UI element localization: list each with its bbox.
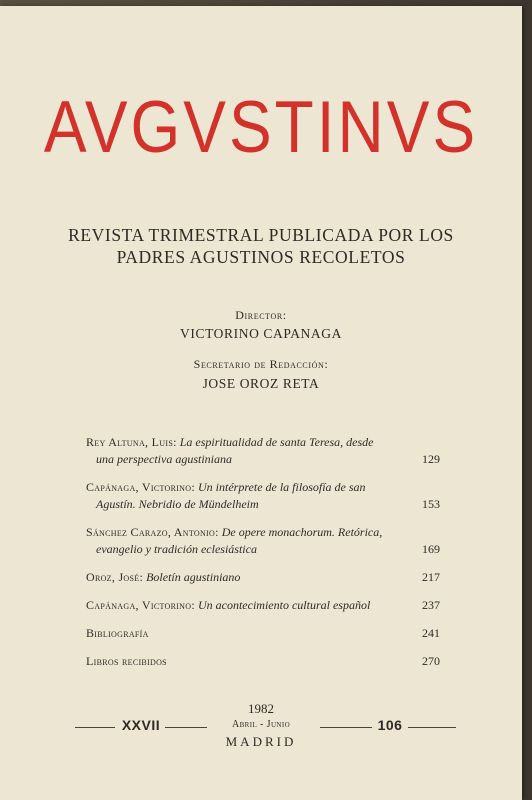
footer-rule [165, 727, 207, 728]
volume-number: XXVII [121, 717, 161, 733]
journal-cover [0, 6, 522, 800]
toc-author: Oroz, José: [86, 570, 144, 584]
footer-rule [75, 727, 115, 728]
toc-page-number: 153 [422, 497, 440, 511]
issue-city: MADRID [225, 734, 297, 749]
footer-rule [320, 727, 372, 728]
toc-title: De opere monachorum. Retórica, [221, 525, 383, 539]
toc-title: La espiritualidad de santa Teresa, desde [179, 435, 374, 449]
secretary-name: JOSE OROZ RETA [202, 376, 320, 391]
issue-months: Abril - Junio [231, 719, 291, 730]
toc-title-continued: evangelio y tradición eclesiástica [96, 542, 257, 556]
issue-number: 106 [377, 717, 403, 733]
journal-title: AVGVSTINVS [43, 85, 479, 168]
toc-page-number: 237 [422, 598, 440, 612]
footer-rule [408, 727, 456, 728]
toc-author: Capánaga, Victorino: [86, 480, 195, 494]
subtitle-line-2: PADRES AGUSTINOS RECOLETOS [116, 247, 406, 267]
director-name: VICTORINO CAPANAGA [180, 326, 342, 341]
toc-page-number: 270 [422, 654, 440, 668]
toc-entry [86, 524, 440, 558]
toc-author: Sánchez Carazo, Antonio: [86, 525, 219, 539]
toc-title: Un acontecimiento cultural español [197, 598, 371, 612]
toc-entry [86, 653, 440, 670]
toc-page-number: 217 [422, 570, 440, 584]
toc-author: Rey Altuna, Luis: [86, 435, 177, 449]
toc-title-continued: Agustín. Nebridio de Mündelheim [96, 497, 259, 511]
toc-title: Boletín agustiniano [146, 570, 241, 584]
toc-page-number: 241 [422, 626, 440, 640]
toc-title: Un intérprete de la filosofía de san [197, 480, 366, 494]
toc-entry [86, 597, 440, 614]
toc-author: Capánaga, Victorino: [86, 598, 195, 612]
toc-page-number: 129 [422, 452, 440, 466]
issue-year: 1982 [248, 701, 274, 716]
subtitle-line-1: REVISTA TRIMESTRAL PUBLICADA POR LOS [68, 225, 454, 245]
toc-section: Libros recibidos [86, 654, 167, 668]
table-of-contents [86, 434, 440, 681]
director-label: Director: [235, 308, 287, 322]
toc-page-number: 169 [422, 542, 440, 556]
toc-title-continued: una perspectiva agustiniana [96, 452, 232, 466]
secretary-label: Secretario de Redacción: [193, 357, 329, 371]
toc-entry [86, 479, 440, 513]
toc-entry [86, 625, 440, 642]
toc-entry [86, 434, 440, 468]
toc-entry [86, 569, 440, 586]
toc-section: Bibliografía [86, 626, 149, 640]
